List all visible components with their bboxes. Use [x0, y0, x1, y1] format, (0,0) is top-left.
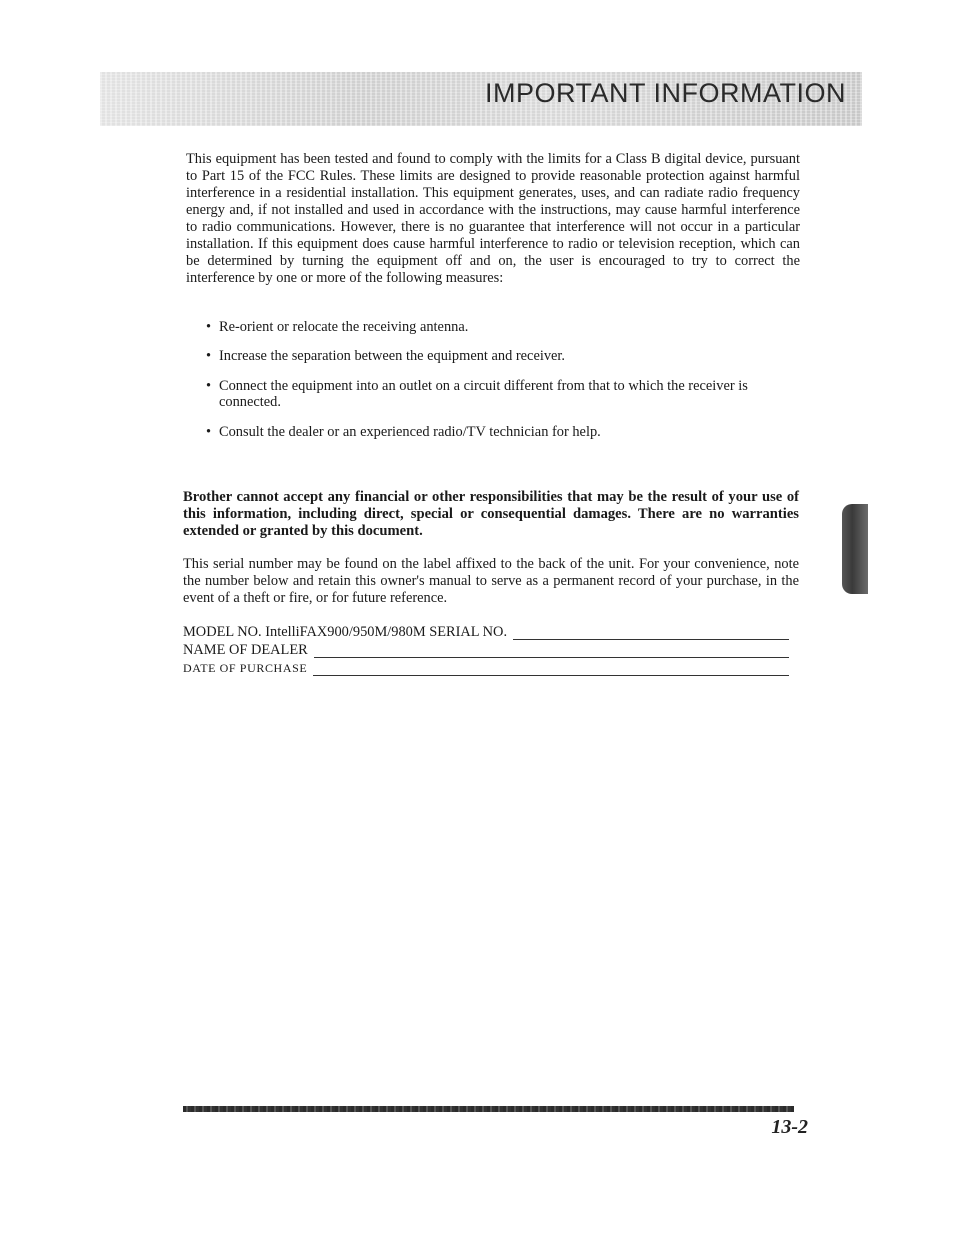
measure-text: Increase the separation between the equipment and receiver.: [219, 348, 566, 364]
list-item: [206, 378, 802, 410]
list-item: [206, 319, 802, 335]
dealer-label: NAME OF DEALER: [183, 642, 308, 658]
page-title: IMPORTANT INFORMATION: [485, 78, 846, 108]
purchase-date-field: [183, 660, 789, 676]
list-item: [206, 348, 802, 364]
measure-text: Consult the dealer or an experienced radio/TV technician for help.: [219, 424, 601, 440]
section-thumb-tab: [842, 504, 868, 594]
model-serial-field: [183, 624, 789, 640]
bullet-icon: •: [206, 424, 212, 440]
header-banner: [100, 72, 862, 126]
list-item: [206, 424, 802, 440]
serial-number-paragraph: This serial number may be found on the label affixed to the back of the unit. For your convenience, note the number below and retain this owner's manual to serve as a permanent record of your purchase, in the event of a theft or fire, or for future reference.: [183, 556, 799, 606]
dealer-blank-line: [314, 645, 789, 658]
dealer-field: [183, 642, 789, 658]
purchase-date-label: DATE OF PURCHASE: [183, 661, 308, 675]
measure-text: Re-orient or relocate the receiving antenna.: [219, 319, 469, 335]
fcc-compliance-paragraph: This equipment has been tested and found to comply with the limits for a Class B digital device, pursuant to Part 15 of the FCC Rules. These limits are designed to provide reasonable protection against harmful interference in a residential installation. This equipment generates, uses, and can radiate radio frequency energy and, if not installed and used in accordance with the instructions, may cause harmful interference to radio communications. However, there is no guarantee that interference will not occur in a particular installation. If this equipment does cause harmful interference to radio or television reception, which can be determined by turning the equipment off and on, the user is encouraged to try to correct the interference by one or more of the following measures:: [186, 151, 800, 286]
bullet-icon: •: [206, 378, 212, 394]
bullet-icon: •: [206, 348, 212, 364]
footer-rule: [183, 1106, 794, 1112]
model-serial-label: MODEL NO. IntelliFAX900/950M/980M SERIAL NO.: [183, 624, 508, 640]
purchase-date-blank-line: [313, 663, 789, 676]
bullet-icon: •: [206, 319, 212, 335]
page-number: 13-2: [771, 1116, 808, 1138]
measure-text: Connect the equipment into an outlet on a circuit different from that to which the receiver is connected.: [219, 378, 748, 410]
measures-list: [206, 319, 802, 440]
disclaimer-paragraph: Brother cannot accept any financial or other responsibilities that may be the result of your use of this information, including direct, special or consequential damages. There are no warranties extended or granted by this document.: [183, 489, 799, 539]
serial-number-blank-line: [513, 627, 789, 640]
